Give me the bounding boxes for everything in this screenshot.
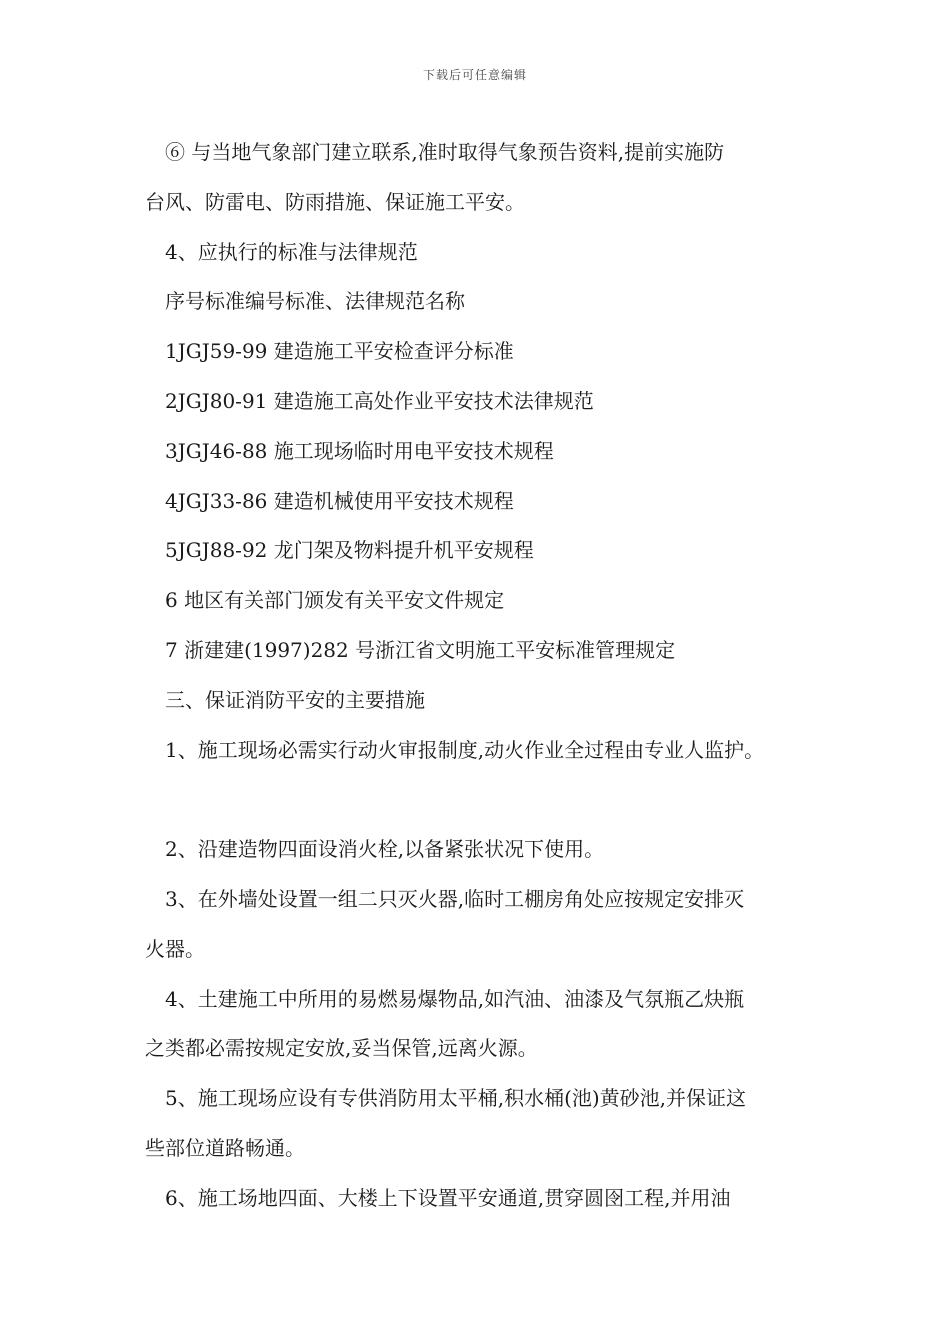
standard-item: 7 浙建建(1997)282 号浙江省文明施工平安标准管理规定 bbox=[165, 637, 676, 662]
text-line: 5、施工现场应设有专供消防用太平桶,积水桶(池)黄砂池,并保证这 bbox=[165, 1086, 747, 1111]
text-line: 些部位道路畅通。 bbox=[145, 1135, 305, 1160]
blank-line bbox=[145, 775, 815, 825]
text-line: 之类都必需按规定安放,妥当保管,远离火源。 bbox=[145, 1036, 538, 1061]
text-line: 2、沿建造物四面设消火栓,以备紧张状况下使用。 bbox=[165, 837, 605, 862]
standard-item: 6 地区有关部门颁发有关平安文件规定 bbox=[165, 588, 505, 613]
standard-item: 1JGJ59-99 建造施工平安检查评分标准 bbox=[165, 339, 514, 364]
text-line: ⑥ 与当地气象部门建立联系,准时取得气象预告资料,提前实施防 bbox=[165, 140, 725, 164]
standard-item: 2JGJ80-91 建造施工高处作业平安技术法律规范 bbox=[165, 388, 594, 413]
text-line: 台风、防雷电、防雨措施、保证施工平安。 bbox=[145, 189, 525, 214]
section-heading: 三、保证消防平安的主要措施 bbox=[165, 687, 425, 712]
section-heading: 4、应执行的标准与法律规范 bbox=[165, 239, 418, 264]
text-line: 火器。 bbox=[145, 936, 205, 961]
text-line: 4、土建施工中所用的易燃易爆物品,如汽油、油漆及气氛瓶乙炔瓶 bbox=[165, 986, 745, 1011]
standard-item: 4JGJ33-86 建造机械使用平安技术规程 bbox=[165, 488, 514, 513]
text-line: 1、施工现场必需实行动火审报制度,动火作业全过程由专业人监护。 bbox=[165, 737, 765, 762]
page-header: 下载后可任意编辑 bbox=[422, 68, 527, 82]
text-line: 6、施工场地四面、大楼上下设置平安通道,贯穿圆囹工程,并用油 bbox=[165, 1185, 731, 1210]
table-header-line: 序号标准编号标准、法律规范名称 bbox=[165, 289, 465, 314]
document-body bbox=[145, 128, 815, 1224]
text-line: 3、在外墙处设置一组二只灭火器,临时工棚房角处应按规定安排灭 bbox=[165, 886, 745, 911]
standard-item: 5JGJ88-92 龙门架及物料提升机平安规程 bbox=[165, 538, 534, 563]
standard-item: 3JGJ46-88 施工现场临时用电平安技术规程 bbox=[165, 438, 554, 463]
